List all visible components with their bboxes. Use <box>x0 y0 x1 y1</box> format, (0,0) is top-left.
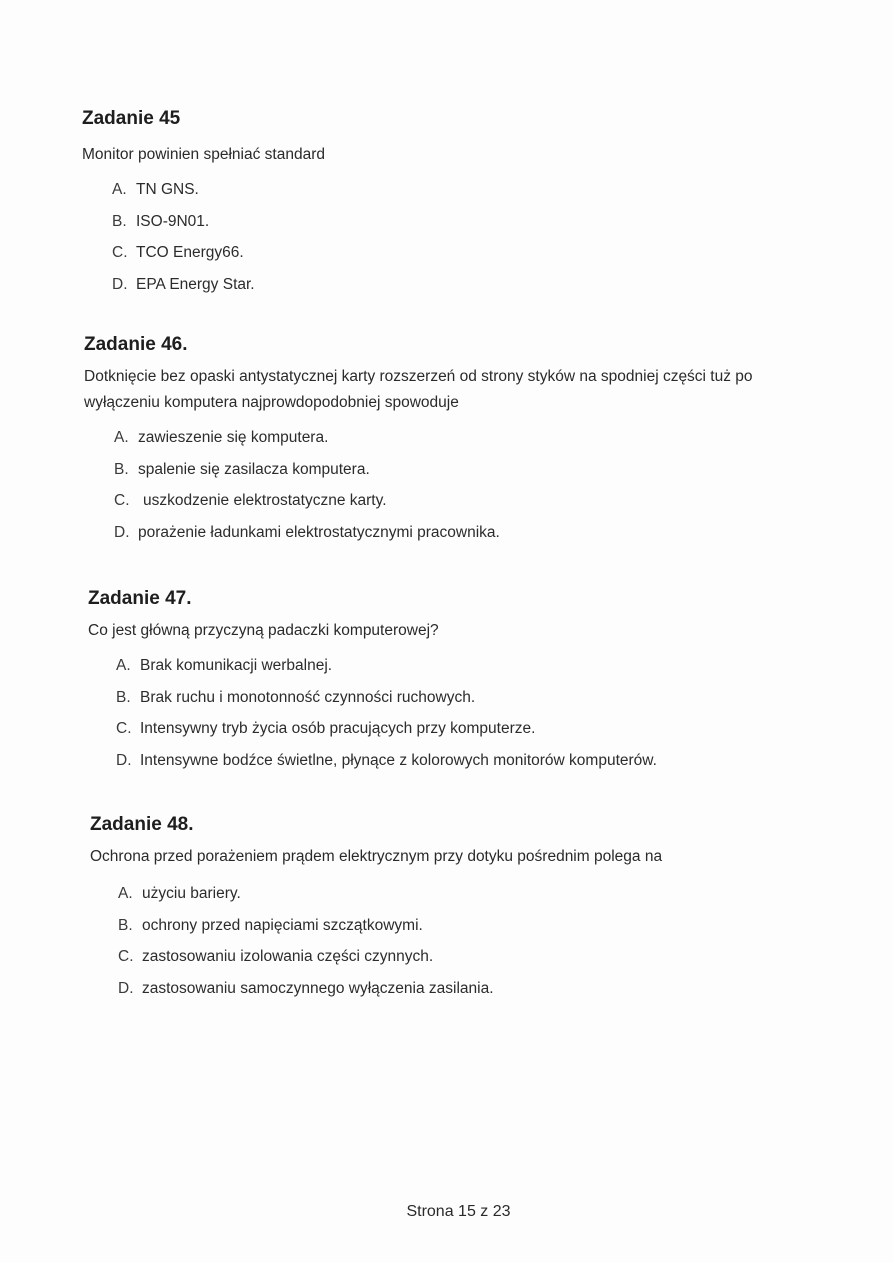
option-text: zawieszenie się komputera. <box>138 429 329 446</box>
option-text: TN GNS. <box>136 181 199 198</box>
task-45 <box>82 108 893 300</box>
option-letter: B. <box>112 212 127 230</box>
option-text: porażenie ładunkami elektrostatycznymi pracownika. <box>138 523 500 541</box>
option-a <box>116 650 893 682</box>
option-text: ISO-9N01. <box>136 212 210 230</box>
option-letter: D. <box>116 751 132 769</box>
task-title: Zadanie 46. <box>84 334 188 355</box>
task-question: Monitor powinien spełniać standard <box>82 146 325 163</box>
task-title: Zadanie 48. <box>90 814 194 835</box>
option-text: uszkodzenie elektrostatyczne karty. <box>143 492 387 509</box>
option-a <box>118 878 893 910</box>
option-text: Brak komunikacji werbalnej. <box>140 657 333 674</box>
option-a <box>112 174 893 206</box>
option-letter: C. <box>116 720 132 737</box>
option-b <box>112 206 893 238</box>
option-letter: C. <box>114 492 130 509</box>
option-letter: A. <box>112 181 127 198</box>
option-letter: D. <box>114 523 130 541</box>
option-letter: B. <box>118 916 133 934</box>
task-question: Dotknięcie bez opaski antystatycznej karty rozszerzeń od strony styków na spodniej części tuż po wyłączeniu komputera najprowdopodobniej spowoduje <box>84 368 753 411</box>
option-b <box>116 682 893 714</box>
option-letter: D. <box>118 979 134 997</box>
task-title: Zadanie 47. <box>88 588 192 609</box>
option-letter: C. <box>118 948 134 965</box>
task-question: Co jest główną przyczyną padaczki komputerowej? <box>88 622 439 639</box>
option-text: zastosowaniu izolowania części czynnych. <box>142 948 434 965</box>
option-text: spalenie się zasilacza komputera. <box>138 460 370 478</box>
options-list <box>84 422 824 548</box>
option-letter: C. <box>112 244 128 261</box>
option-c <box>116 713 893 745</box>
option-d <box>112 269 893 301</box>
option-letter: B. <box>114 460 129 478</box>
task-47 <box>88 588 893 776</box>
option-b <box>114 454 824 486</box>
option-d <box>118 973 893 1005</box>
option-d <box>116 745 893 777</box>
option-c <box>118 941 893 973</box>
option-d <box>114 517 824 549</box>
task-question: Ochrona przed porażeniem prądem elektrycznym przy dotyku pośrednim polega na <box>90 848 663 865</box>
option-a <box>114 422 824 454</box>
task-48 <box>90 814 893 1004</box>
option-letter: D. <box>112 275 128 293</box>
options-list <box>82 174 893 300</box>
option-c <box>114 485 824 517</box>
option-text: ochrony przed napięciami szczątkowymi. <box>142 916 423 934</box>
option-letter: A. <box>118 885 133 902</box>
options-list <box>90 878 893 1004</box>
option-b <box>118 910 893 942</box>
option-text: Intensywny tryb życia osób pracujących przy komputerze. <box>140 720 536 737</box>
options-list <box>88 650 893 776</box>
option-text: zastosowaniu samoczynnego wyłączenia zasilania. <box>142 979 494 997</box>
option-text: TCO Energy66. <box>136 244 244 261</box>
option-text: Intensywne bodźce świetlne, płynące z kolorowych monitorów komputerów. <box>140 751 657 769</box>
option-text: EPA Energy Star. <box>136 275 255 293</box>
option-text: użyciu bariery. <box>142 885 241 902</box>
task-46 <box>84 334 824 548</box>
option-letter: A. <box>114 429 129 446</box>
option-c <box>112 237 893 269</box>
page-number: Strona 15 z 23 <box>406 1203 511 1220</box>
task-title: Zadanie 45 <box>82 108 181 129</box>
option-letter: B. <box>116 688 131 706</box>
option-letter: A. <box>116 657 131 674</box>
option-text: Brak ruchu i monotonność czynności ruchowych. <box>140 688 476 706</box>
